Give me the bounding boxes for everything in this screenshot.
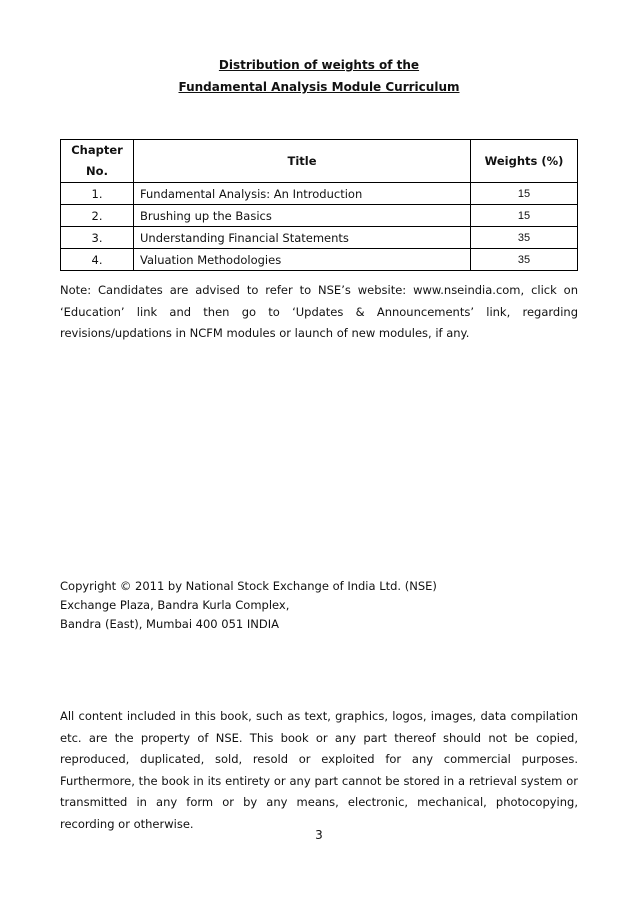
table-header-row <box>61 140 578 183</box>
chapter-title-cell: Brushing up the Basics <box>134 205 471 227</box>
document-heading-line-1: Distribution of weights of the <box>218 58 420 72</box>
chapter-no-cell: 4. <box>61 249 134 271</box>
weights-header: Weights (%) <box>471 140 578 183</box>
table-row <box>61 249 578 271</box>
chapter-weight-cell: 35 <box>471 227 578 249</box>
copyright-block <box>60 577 578 634</box>
chapter-title-cell: Understanding Financial Statements <box>134 227 471 249</box>
chapter-no-cell: 2. <box>61 205 134 227</box>
title-header: Title <box>134 140 471 183</box>
chapter-title-cell: Fundamental Analysis: An Introduction <box>134 183 471 205</box>
rights-disclaimer: All content included in this book, such as text, graphics, logos, images, data compilation etc. are the property of NSE. This book or any part thereof should not be copied, reproduced, duplicated, sold, resold or exploited for any commercial purposes. Furthermore, the book in its entirety or any part cannot be stored in a retrieval system or transmitted in any form or by any means, electronic, mechanical, photocopying, recording or otherwise. <box>60 709 578 831</box>
chapter-weight-cell: 15 <box>471 183 578 205</box>
document-heading-line-2: Fundamental Analysis Module Curriculum <box>178 80 460 94</box>
chapter-weight-cell: 35 <box>471 249 578 271</box>
copyright-line: Copyright © 2011 by National Stock Exchange of India Ltd. (NSE) <box>60 579 437 593</box>
nse-website-note: Note: Candidates are advised to refer to NSE’s website: www.nseindia.com, click on ‘Education’ link and then go to ‘Updates & Announcements’ link, regarding revisions/updations in NCFM modules or launch of new modules, if any. <box>60 283 578 340</box>
chapter-no-cell: 1. <box>61 183 134 205</box>
chapter-title-cell: Valuation Methodologies <box>134 249 471 271</box>
chapter-no-header: Chapter No. <box>61 140 134 183</box>
table-row <box>61 183 578 205</box>
chapter-no-cell: 3. <box>61 227 134 249</box>
page-number: 3 <box>315 828 323 842</box>
table-row <box>61 227 578 249</box>
chapter-weight-cell: 15 <box>471 205 578 227</box>
address-line-2: Bandra (East), Mumbai 400 051 INDIA <box>60 617 279 631</box>
address-line-1: Exchange Plaza, Bandra Kurla Complex, <box>60 598 290 612</box>
curriculum-weights-table <box>60 139 578 271</box>
table-row <box>61 205 578 227</box>
